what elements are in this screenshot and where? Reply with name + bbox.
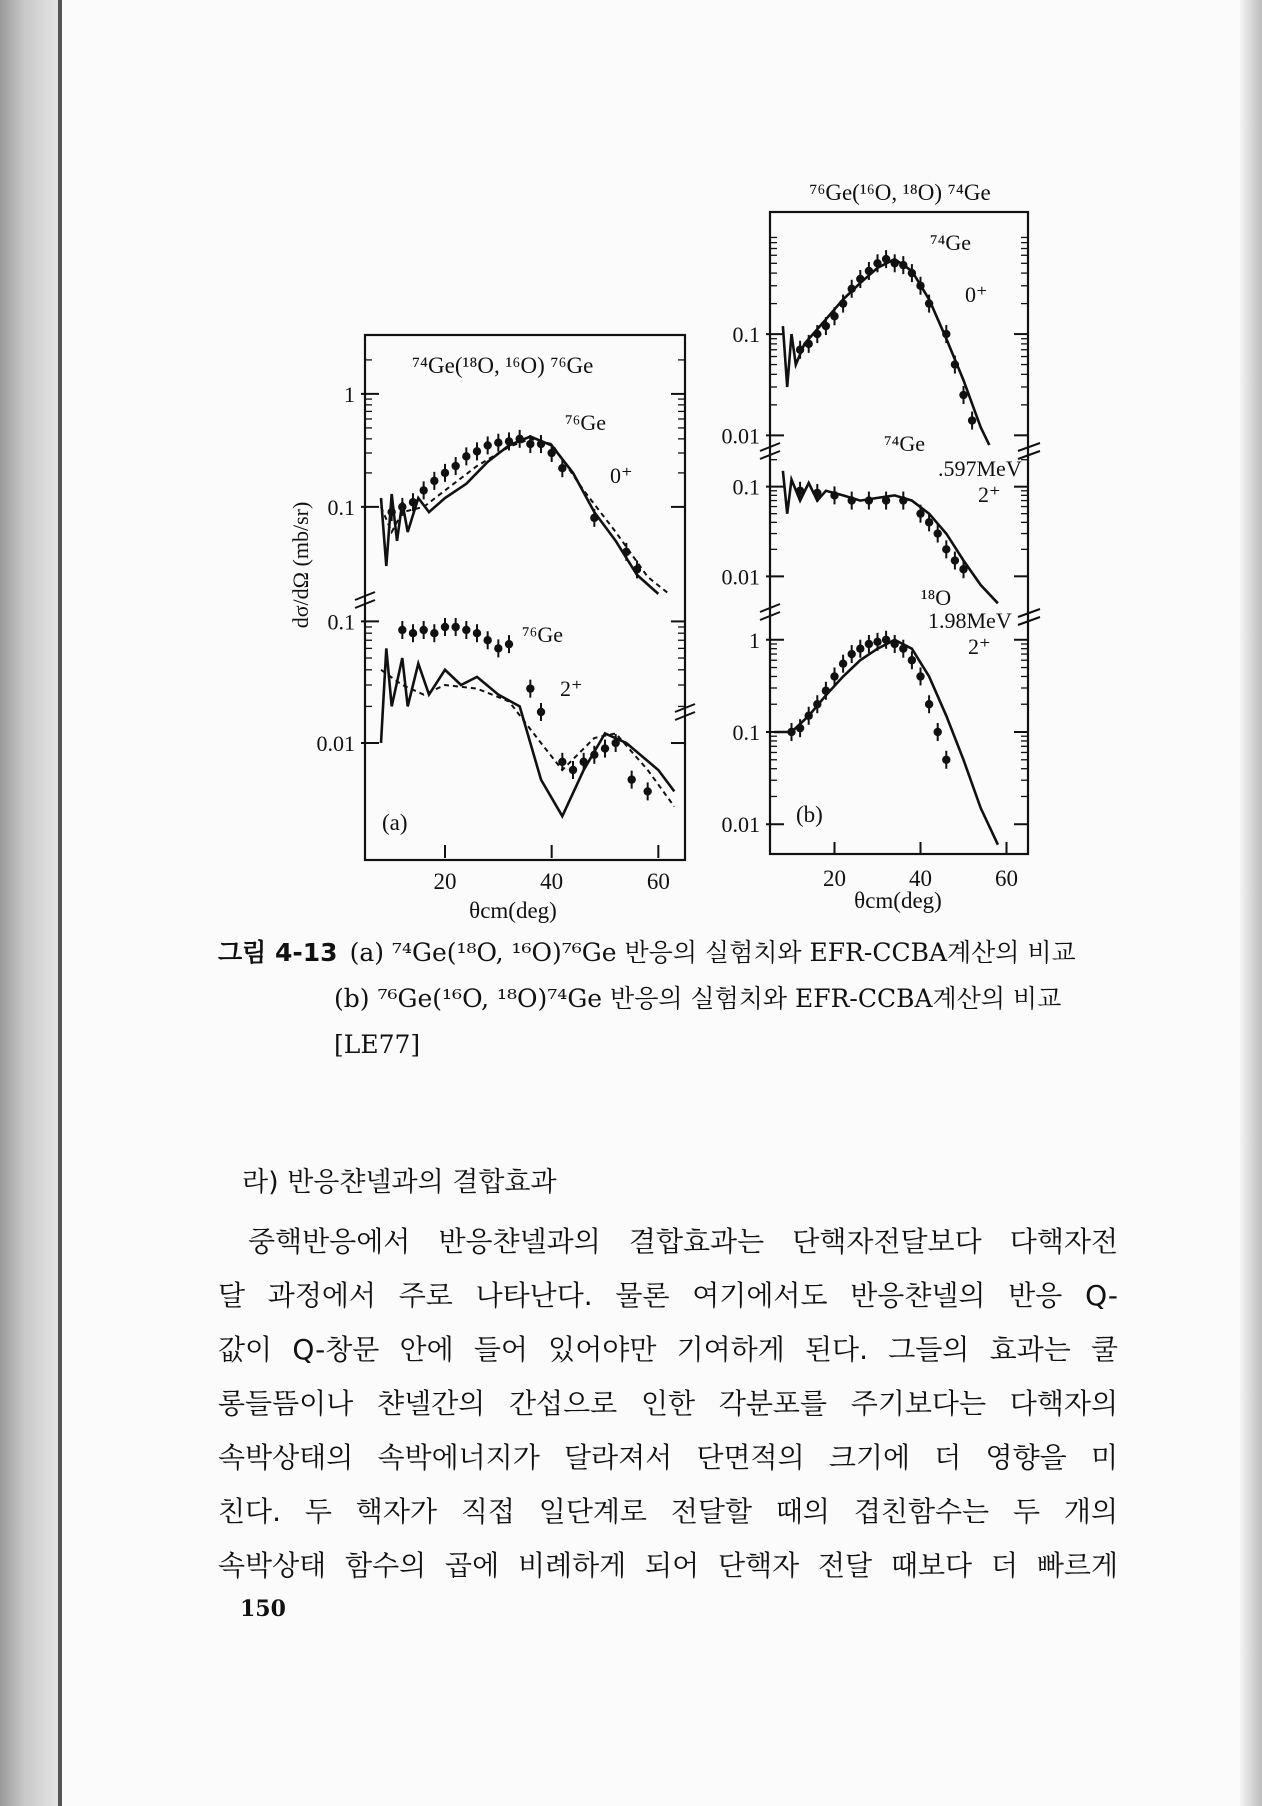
data-point bbox=[409, 629, 417, 637]
data-point bbox=[942, 756, 950, 764]
y-tick-label: 1 bbox=[344, 381, 355, 407]
caption-ref bbox=[218, 1022, 1138, 1068]
paragraph-line: 달 과정에서 주로 나타난다. 물론 여기에서도 반응챤넬의 반응 Q- bbox=[218, 1279, 1118, 1312]
page-number: 150 bbox=[240, 1596, 286, 1622]
paragraph-line: 친다. 두 핵자가 직접 일단계로 전달할 때의 겹친함수는 두 개의 bbox=[218, 1495, 1118, 1528]
y-tick-label: 0.1 bbox=[732, 720, 760, 745]
calc-curve-solid bbox=[783, 259, 989, 445]
calc-curve-solid bbox=[381, 648, 674, 816]
caption-text-a: (a) ⁷⁴Ge(¹⁸O, ¹⁶O)⁷⁶Ge 반응의 실험치와 EFR-CCBA계산의 비교 bbox=[349, 938, 1076, 967]
panel-a-top-label: ⁷⁶Ge bbox=[565, 410, 606, 435]
data-point bbox=[908, 656, 916, 664]
panel-a-label: (a) bbox=[382, 810, 408, 835]
y-tick-label: 0.1 bbox=[732, 474, 760, 500]
y-tick-label: 0.1 bbox=[327, 494, 355, 520]
data-point bbox=[951, 556, 959, 564]
data-point bbox=[419, 486, 427, 494]
data-point bbox=[441, 469, 449, 477]
caption-line-b bbox=[218, 976, 1138, 1022]
paragraph-line: 롱들뜸이나 챤넬간의 간섭으로 인한 각분포를 주기보다는 다핵자의 bbox=[218, 1387, 1118, 1420]
data-point bbox=[848, 650, 856, 658]
data-point bbox=[942, 545, 950, 553]
data-point bbox=[473, 447, 481, 455]
panel-b-bottom-label: ¹⁸O bbox=[921, 585, 952, 610]
paragraph-line: 값이 Q-창문 안에 들어 있어야만 기여하게 된다. 그들의 효과는 쿨 bbox=[218, 1333, 1118, 1366]
body-paragraph bbox=[218, 1215, 1118, 1593]
panel-b-bottom-state: 1.98MeV 2⁺ bbox=[928, 608, 1012, 659]
panel-a-frame bbox=[365, 335, 685, 860]
panel-b-frame bbox=[770, 212, 1028, 854]
y-tick-label: 1 bbox=[749, 627, 760, 653]
data-point bbox=[451, 462, 459, 470]
x-tick-label: 20 bbox=[823, 866, 846, 891]
y-tick-label: 0.01 bbox=[721, 812, 760, 838]
caption-line-a bbox=[218, 930, 1138, 976]
x-tick-label: 20 bbox=[433, 869, 457, 894]
data-point bbox=[537, 708, 545, 716]
x-tick-label: 60 bbox=[646, 869, 670, 894]
y-tick-label: 0.1 bbox=[327, 609, 355, 635]
y-tick-label: 0.01 bbox=[721, 564, 760, 590]
data-point bbox=[925, 700, 933, 708]
y-tick-label: 0.01 bbox=[316, 731, 355, 757]
data-point bbox=[643, 787, 651, 795]
data-point bbox=[873, 638, 881, 646]
data-point bbox=[865, 640, 873, 648]
panel-b-mid-label: ⁷⁴Ge bbox=[884, 431, 925, 456]
data-point bbox=[925, 518, 933, 526]
data-point bbox=[916, 672, 924, 680]
caption-label: 그림 4-13 bbox=[218, 938, 338, 967]
data-point bbox=[451, 623, 459, 631]
x-tick-label: 40 bbox=[909, 866, 932, 891]
panel-a-marks bbox=[317, 360, 686, 894]
data-point bbox=[526, 684, 534, 692]
data-point bbox=[526, 440, 534, 448]
paragraph-line: 속박상태 함수의 곱에 비례하게 되어 단핵자 전달 때보다 더 빠르게 bbox=[218, 1549, 1118, 1582]
data-point bbox=[462, 452, 470, 460]
data-point bbox=[569, 766, 577, 774]
panel-b-label: (b) bbox=[796, 802, 823, 827]
calc-curve-solid bbox=[381, 437, 658, 594]
data-point bbox=[494, 644, 502, 652]
panel-b-x-label: θcm(deg) bbox=[854, 888, 942, 913]
data-point bbox=[627, 775, 635, 783]
data-point bbox=[483, 441, 491, 449]
panel-a bbox=[288, 335, 695, 923]
data-point bbox=[505, 640, 513, 648]
data-point bbox=[419, 626, 427, 634]
figure-caption bbox=[218, 930, 1138, 1068]
panel-b-title: ⁷⁶Ge(¹⁶O, ¹⁸O) ⁷⁴Ge bbox=[809, 180, 991, 205]
data-point bbox=[968, 416, 976, 424]
data-point bbox=[441, 623, 449, 631]
panel-a-top-state: 0⁺ bbox=[610, 463, 633, 488]
data-point bbox=[430, 477, 438, 485]
data-point bbox=[398, 626, 406, 634]
data-point bbox=[934, 728, 942, 736]
panel-a-bottom-label: ⁷⁶Ge bbox=[522, 622, 563, 647]
panel-b-top-label: ⁷⁴Ge bbox=[930, 230, 971, 255]
x-tick-label: 60 bbox=[995, 866, 1018, 891]
caption-ref-text: [LE77] bbox=[334, 1030, 421, 1059]
paragraph-line: 속박상태의 속박에너지가 달라져서 단면적의 크기에 더 영향을 미 bbox=[218, 1441, 1118, 1474]
y-tick-label: 0.1 bbox=[732, 322, 760, 348]
data-point bbox=[473, 629, 481, 637]
y-tick-label: 0.01 bbox=[721, 423, 760, 449]
panel-a-bottom-state: 2⁺ bbox=[560, 676, 583, 701]
data-point bbox=[839, 660, 847, 668]
panel-a-title: ⁷⁴Ge(¹⁸O, ¹⁶O) ⁷⁶Ge bbox=[412, 353, 594, 378]
data-point bbox=[959, 391, 967, 399]
panel-b bbox=[722, 180, 1041, 913]
section-heading: 라) 반응챤넬과의 결합효과 bbox=[242, 1167, 557, 1198]
panel-b-mid-state: .597MeV 2⁺ bbox=[938, 456, 1022, 507]
data-point bbox=[494, 439, 502, 447]
data-point bbox=[856, 645, 864, 653]
data-point bbox=[462, 626, 470, 634]
y-axis-label: dσ/dΩ (mb/sr) bbox=[288, 501, 313, 629]
panel-b-top-state: 0⁺ bbox=[965, 282, 988, 307]
data-point bbox=[934, 529, 942, 537]
paragraph-line: 중핵반응에서 반응챤넬과의 결합효과는 단핵자전달보다 다핵자전 bbox=[248, 1225, 1118, 1258]
x-tick-label: 40 bbox=[540, 869, 564, 894]
data-point bbox=[601, 744, 609, 752]
panel-a-x-label: θcm(deg) bbox=[469, 898, 557, 923]
data-point bbox=[430, 629, 438, 637]
data-point bbox=[483, 636, 491, 644]
data-point bbox=[830, 672, 838, 680]
panel-b-marks bbox=[722, 237, 1029, 891]
caption-text-b: (b) ⁷⁶Ge(¹⁶O, ¹⁸O)⁷⁴Ge 반응의 실험치와 EFR-CCBA계산의 비교 bbox=[334, 984, 1062, 1013]
